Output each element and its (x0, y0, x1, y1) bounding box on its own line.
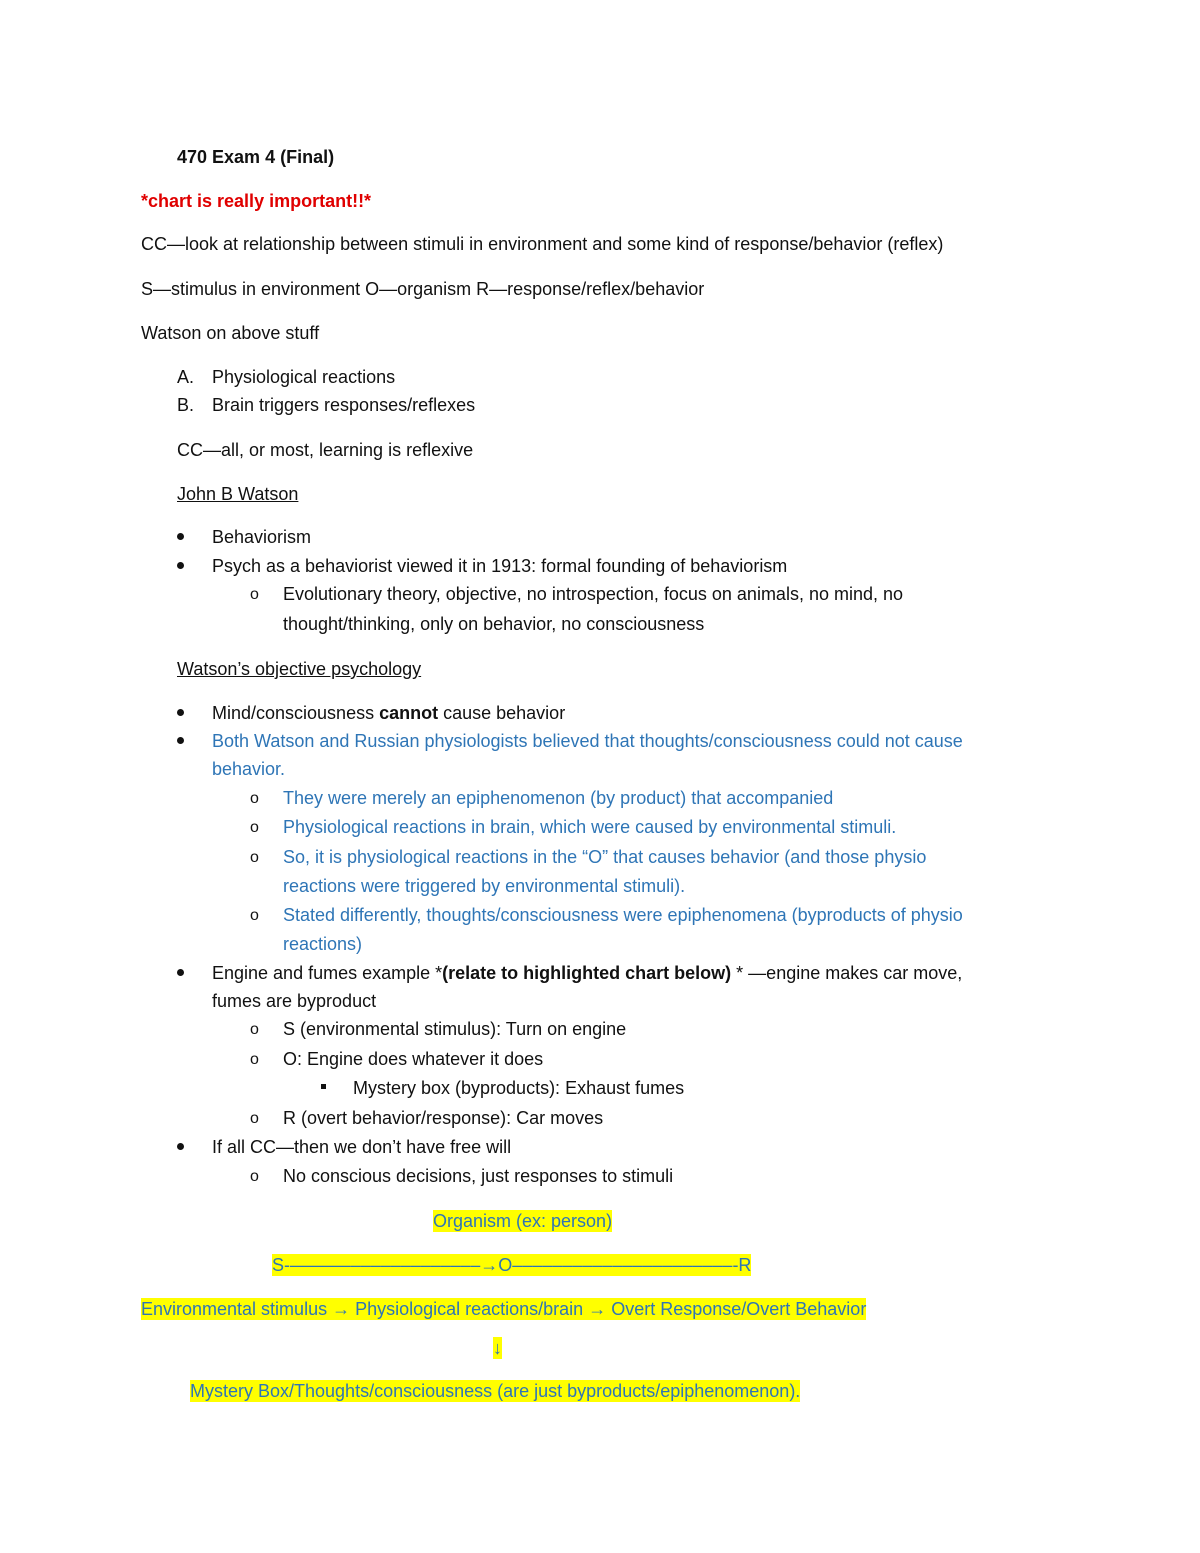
sub-bullet-icon: o (250, 1021, 259, 1038)
list-item-continuation: thought/thinking, only on behavior, no consciousness (283, 614, 705, 634)
cc-definition: CC—look at relationship between stimuli in environment and some kind of response/behavior (reflex) (141, 234, 944, 254)
list-item: Evolutionary theory, objective, no introspection, focus on animals, no mind, no (283, 584, 904, 604)
list-item-continuation: behavior. (212, 759, 286, 779)
emphasis-text: cannot (379, 703, 439, 723)
list-marker: A. (177, 367, 195, 387)
list-item: So, it is physiological reactions in the “O” that causes behavior (and those physio (283, 847, 927, 867)
chart-mystery-box: Mystery Box/Thoughts/consciousness (are just byproducts/epiphenomenon). (190, 1381, 801, 1401)
list-item-continuation: reactions were triggered by environmental stimuli). (283, 876, 686, 896)
list-item: Stated differently, thoughts/consciousness were epiphenomena (byproducts of physio (283, 905, 963, 925)
sub-bullet-icon: o (250, 849, 259, 866)
list-item: Behaviorism (212, 527, 312, 547)
list-item: Physiological reactions in brain, which were caused by environmental stimuli. (283, 817, 897, 837)
list-item-continuation: reactions) (283, 934, 363, 954)
sub-bullet-icon: o (250, 1110, 259, 1127)
chart-sor-line: S-–––––––––––––––––––→O––––––––––––––––––––––-R (272, 1255, 752, 1275)
page-title: 470 Exam 4 (Final) (177, 147, 335, 167)
list-item: Psych as a behaviorist viewed it in 1913: formal founding of behaviorism (212, 556, 788, 576)
sub-bullet-icon: o (250, 907, 259, 924)
sub-bullet-icon: o (250, 790, 259, 807)
sub-bullet-icon: o (250, 1051, 259, 1068)
sub-bullet-icon: o (250, 819, 259, 836)
sor-definition: S—stimulus in environment O—organism R—response/reflex/behavior (141, 279, 705, 299)
list-item-continuation: fumes are byproduct (212, 991, 377, 1011)
list-item: Mystery box (byproducts): Exhaust fumes (353, 1078, 685, 1098)
text-run: Engine and fumes example * (212, 963, 443, 983)
list-item: Physiological reactions (212, 367, 396, 387)
chart-importance-note: *chart is really important!!* (141, 191, 372, 211)
list-item: O: Engine does whatever it does (283, 1049, 544, 1069)
emphasis-text: (relate to highlighted chart below) (442, 963, 732, 983)
list-item: R (overt behavior/response): Car moves (283, 1108, 604, 1128)
list-marker: B. (177, 395, 195, 415)
text-run: * —engine makes car move, (731, 963, 963, 983)
bullet-icon (177, 562, 184, 569)
sub-bullet-icon: o (250, 586, 259, 603)
list-item: Both Watson and Russian physiologists believed that thoughts/consciousness could not cause (212, 731, 963, 751)
text-run: cause behavior (438, 703, 566, 723)
list-item (212, 962, 962, 984)
bullet-icon (177, 969, 184, 976)
list-item: Brain triggers responses/reflexes (212, 395, 476, 415)
chart-organism-label: Organism (ex: person) (433, 1211, 613, 1231)
list-item: No conscious decisions, just responses to stimuli (283, 1166, 674, 1186)
watson-above-stuff: Watson on above stuff (141, 323, 320, 343)
john-watson-heading: John B Watson (177, 484, 299, 504)
cc-learning-note: CC—all, or most, learning is reflexive (177, 440, 474, 460)
bullet-icon (177, 1143, 184, 1150)
list-item (212, 702, 565, 724)
objective-psychology-heading: Watson’s objective psychology (177, 659, 422, 679)
down-arrow-icon: ↓ (493, 1338, 502, 1358)
list-item: If all CC—then we don’t have free will (212, 1137, 512, 1157)
square-bullet-icon (321, 1084, 326, 1089)
list-item: They were merely an epiphenomenon (by product) that accompanied (283, 788, 834, 808)
sub-bullet-icon: o (250, 1168, 259, 1185)
text-run: Mind/consciousness (212, 703, 380, 723)
bullet-icon (177, 533, 184, 540)
bullet-icon (177, 737, 184, 744)
bullet-icon (177, 709, 184, 716)
list-item: S (environmental stimulus): Turn on engine (283, 1019, 627, 1039)
chart-flow-line: Environmental stimulus → Physiological reactions/brain → Overt Response/Overt Behavior (141, 1299, 867, 1319)
